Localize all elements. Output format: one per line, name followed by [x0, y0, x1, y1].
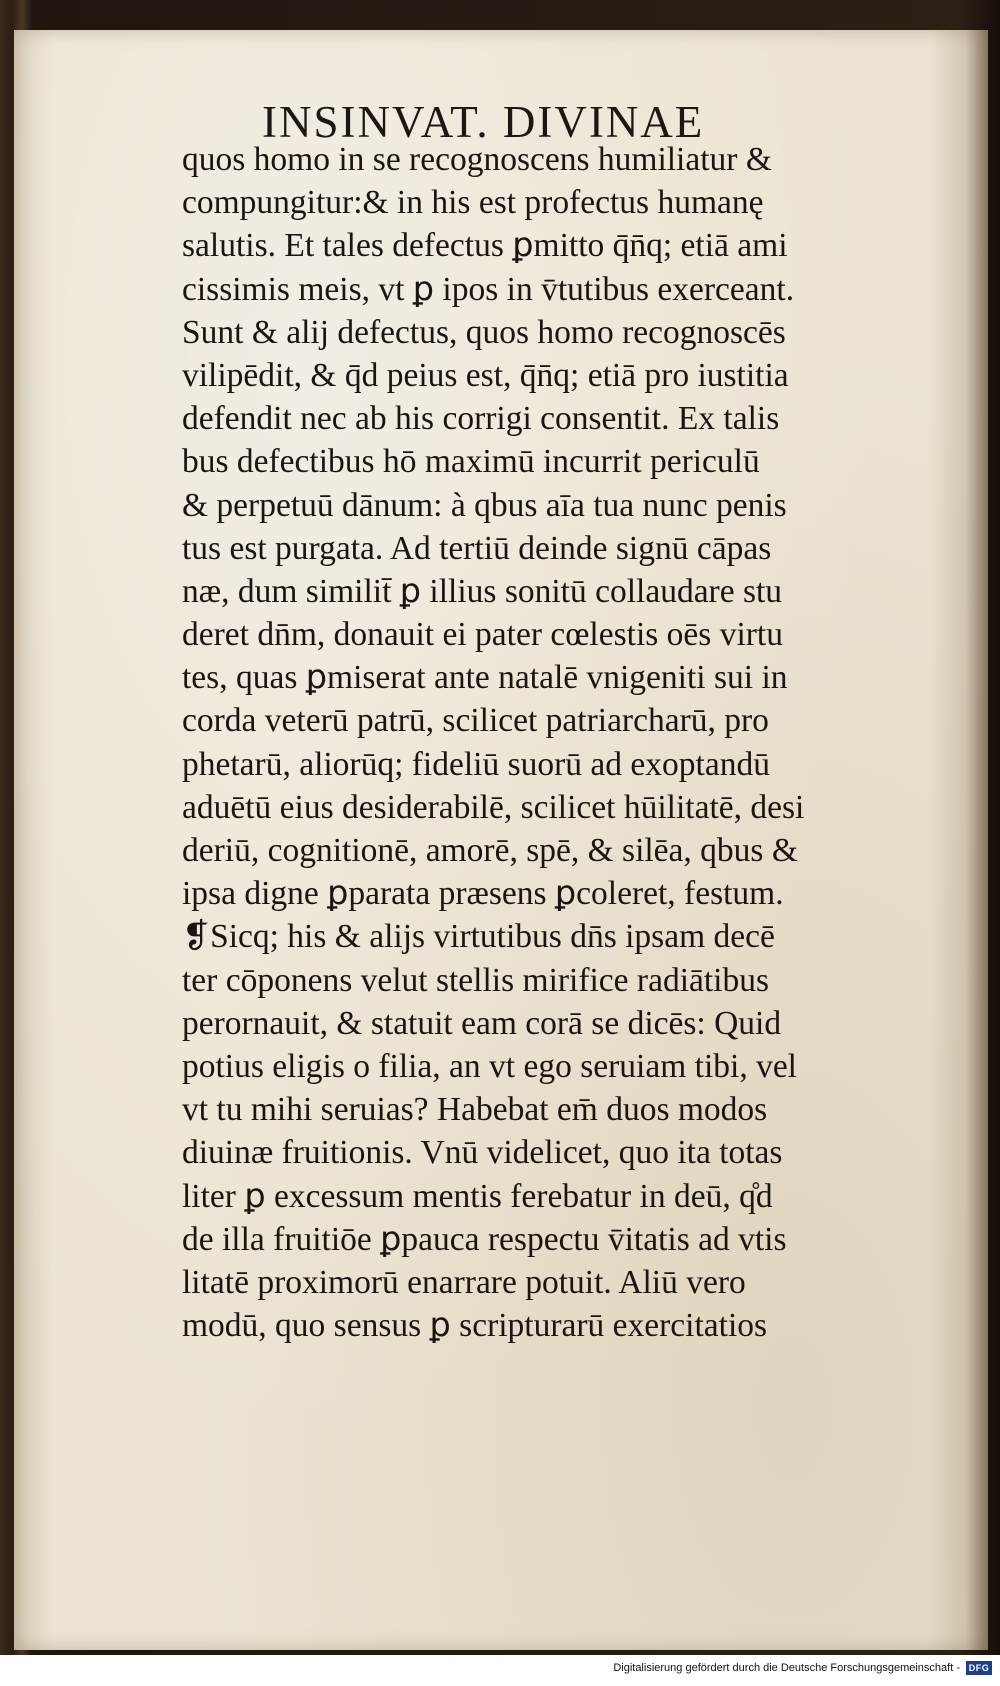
funding-credit: Digitalisierung gefördert durch die Deutsche Forschungsgemeinschaft - — [613, 1662, 960, 1674]
text-line: tes, quas ꝑmiserat ante natalē vnigeniti sui in — [182, 659, 788, 697]
text-line: corda veterū patrū, scilicet patriarcharū, pro — [182, 702, 769, 740]
text-line: modū, quo sensus ꝑ scripturarū exercitatios — [182, 1307, 768, 1345]
page-text — [182, 138, 902, 1347]
spine-shadow — [966, 30, 988, 1650]
text-line: perornauit, & statuit eam corā se dicēs: Quid — [182, 1004, 782, 1042]
dfg-logo-icon: DFG — [966, 1661, 992, 1675]
text-line: compungitur:& in his est profectus humanę — [182, 184, 764, 222]
text-line: salutis. Et tales defectus ꝑmitto q̄n̄q; etiā ami — [182, 227, 788, 265]
text-line: potius eligis o filia, an vt ego seruiam tibi, vel — [182, 1047, 797, 1085]
text-line: tus est purgata. Ad tertiū deinde signū cāpas — [182, 529, 772, 567]
text-line: deriū, cognitionē, amorē, spē, & silēa, qbus & — [182, 832, 798, 869]
footer-bar — [0, 1655, 1000, 1686]
text-line: litatē proximorū enarrare potuit. Aliū vero — [182, 1263, 746, 1301]
text-line: næ, dum similit̄ ꝑ illius sonitū collaudare stu — [182, 572, 783, 610]
text-line: defendit nec ab his corrigi consentit. Ex talis — [182, 400, 780, 438]
text-line: ter cōponens velut stellis mirifice radiātibus — [182, 961, 770, 999]
text-line: vt tu mihi seruias? Habebat em̄ duos modos — [182, 1091, 768, 1129]
text-line: cissimis meis, vt ꝑ ipos in v̄tutibus exerceant. — [182, 270, 795, 308]
running-head: INSINVAT. DIVINAE — [262, 97, 705, 147]
text-line: phetarū, aliorūq; fideliū suorū ad exoptandū — [182, 745, 770, 783]
text-line: de illa fruitiōe ꝑpauca respectu v̄itatis ad vtis — [182, 1220, 787, 1258]
text-line: deret dn̄m, donauit ei pater cœlestis oēs virtu — [182, 616, 783, 654]
text-line: liter ꝑ excessum mentis ferebatur in deū, q̊d — [182, 1177, 773, 1215]
text-line: ipsa digne ꝑparata præsens ꝑcoleret, festum. — [182, 875, 784, 913]
text-line: vilipēdit, & q̄d peius est, q̄n̄q; etiā pro iustitia — [182, 356, 789, 394]
text-line: bus defectibus hō maximū incurrit periculū — [182, 443, 760, 481]
text-line: ❡Sicq; his & alijs virtutibus dn̄s ipsam decē — [182, 918, 775, 956]
text-line: aduētū eius desiderabilē, scilicet hūilitatē, desi — [182, 788, 805, 826]
text-line: Sunt & alij defectus, quos homo recognoscēs — [182, 313, 786, 351]
text-line: & perpetuū dānum: à qbus aīa tua nunc penis — [182, 486, 787, 524]
text-line: quos homo in se recognoscens humiliatur & — [182, 141, 772, 178]
text-line: diuinæ fruitionis. Vnū videlicet, quo ita totas — [182, 1134, 783, 1172]
